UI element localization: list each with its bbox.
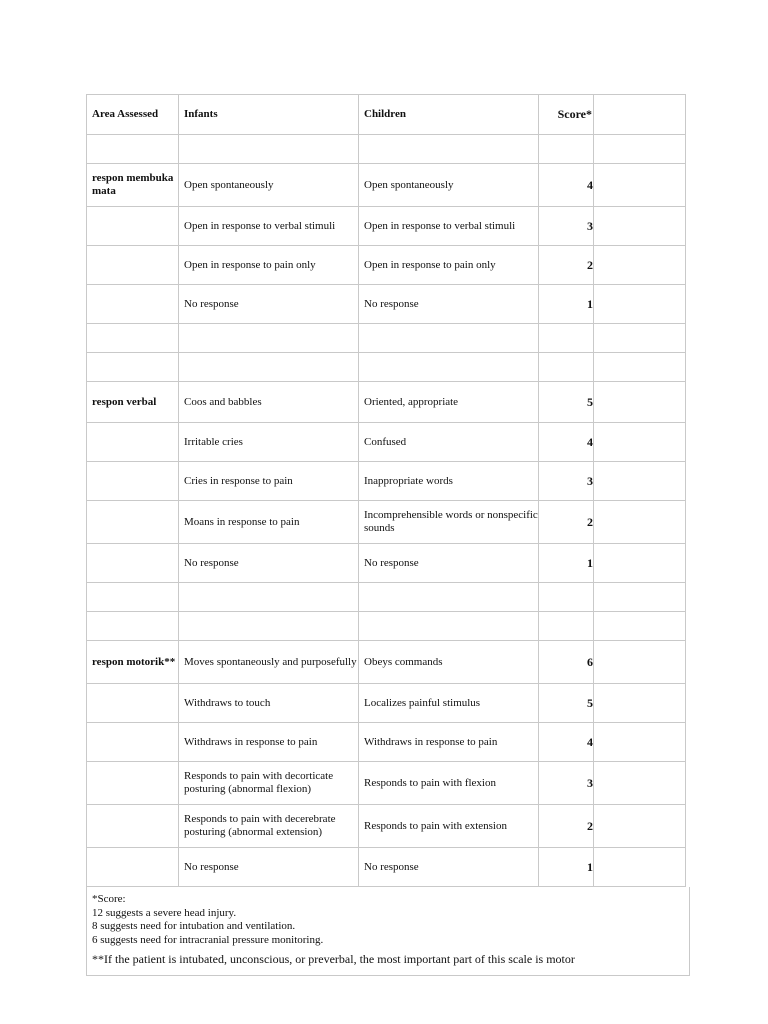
score-cell: 6: [539, 641, 594, 684]
score-cell: 5: [539, 382, 594, 423]
infants-cell: No response: [179, 544, 359, 583]
spacer-row: [87, 324, 686, 353]
table-row: [87, 848, 686, 887]
header-infants: Infants: [179, 95, 359, 135]
score-cell: 2: [539, 805, 594, 848]
score-cell: 4: [539, 164, 594, 207]
score-cell: 2: [539, 501, 594, 544]
infants-cell: Cries in response to pain: [179, 462, 359, 501]
score-cell: 3: [539, 462, 594, 501]
table-row: [87, 805, 686, 848]
score-cell: 1: [539, 848, 594, 887]
footnote-line-8: 8 suggests need for intubation and ventilation.: [92, 920, 296, 932]
table-row: [87, 501, 686, 544]
area-eye-opening: respon membuka mata: [87, 164, 179, 207]
children-cell: Withdraws in response to pain: [359, 723, 539, 762]
table-row: [87, 684, 686, 723]
empty-cell: [594, 95, 686, 135]
empty-cell: [594, 164, 686, 207]
footnote-motor-note: **If the patient is intubated, unconscious, or preverbal, the most important part of this scale is motor: [92, 952, 575, 966]
area-motor: respon motorik**: [87, 641, 179, 684]
score-cell: 1: [539, 285, 594, 324]
table-header-row: [87, 95, 686, 135]
score-cell: 5: [539, 684, 594, 723]
children-cell: Open in response to verbal stimuli: [359, 207, 539, 246]
score-cell: 4: [539, 723, 594, 762]
spacer-row: [87, 612, 686, 641]
table-row: [87, 207, 686, 246]
infants-cell: Withdraws in response to pain: [179, 723, 359, 762]
children-cell: Responds to pain with extension: [359, 805, 539, 848]
footnote: [86, 887, 690, 976]
infants-cell: No response: [179, 285, 359, 324]
infants-cell: Withdraws to touch: [179, 684, 359, 723]
children-cell: No response: [359, 544, 539, 583]
header-area-assessed: Area Assessed: [87, 95, 179, 135]
spacer-row: [87, 583, 686, 612]
infants-cell: Coos and babbles: [179, 382, 359, 423]
infants-cell: Moves spontaneously and purposefully: [179, 641, 359, 684]
infants-cell: Moans in response to pain: [179, 501, 359, 544]
children-cell: No response: [359, 285, 539, 324]
area-verbal: respon verbal: [87, 382, 179, 423]
table-row: [87, 246, 686, 285]
table-row: [87, 462, 686, 501]
infants-cell: Responds to pain with decerebrate posturing (abnormal extension): [179, 805, 359, 848]
children-cell: Responds to pain with flexion: [359, 762, 539, 805]
infants-cell: Open spontaneously: [179, 164, 359, 207]
footnote-score-title: *Score:: [92, 893, 126, 905]
infants-cell: Responds to pain with decorticate posturing (abnormal flexion): [179, 762, 359, 805]
table-row: [87, 285, 686, 324]
table-row: [87, 762, 686, 805]
table-row: [87, 164, 686, 207]
header-score: Score*: [539, 95, 594, 135]
table-row: [87, 544, 686, 583]
children-cell: Incomprehensible words or nonspecific sounds: [359, 501, 539, 544]
score-cell: 3: [539, 762, 594, 805]
footnote-line-6: 6 suggests need for intracranial pressure monitoring.: [92, 933, 324, 946]
children-cell: No response: [359, 848, 539, 887]
children-cell: Obeys commands: [359, 641, 539, 684]
header-children: Children: [359, 95, 539, 135]
children-cell: Open spontaneously: [359, 164, 539, 207]
table-row: [87, 723, 686, 762]
children-cell: Oriented, appropriate: [359, 382, 539, 423]
table-row: [87, 423, 686, 462]
score-cell: 3: [539, 207, 594, 246]
table-row: [87, 641, 686, 684]
infants-cell: No response: [179, 848, 359, 887]
coma-scale-table: [86, 94, 686, 887]
children-cell: Open in response to pain only: [359, 246, 539, 285]
footnote-line-12: 12 suggests a severe head injury.: [92, 906, 237, 919]
infants-cell: Irritable cries: [179, 423, 359, 462]
children-cell: Inappropriate words: [359, 462, 539, 501]
table-row: [87, 382, 686, 423]
children-cell: Confused: [359, 423, 539, 462]
score-cell: 2: [539, 246, 594, 285]
spacer-row: [87, 135, 686, 164]
children-cell: Localizes painful stimulus: [359, 684, 539, 723]
document-sheet: [86, 94, 685, 976]
spacer-row: [87, 353, 686, 382]
score-cell: 4: [539, 423, 594, 462]
infants-cell: Open in response to pain only: [179, 246, 359, 285]
infants-cell: Open in response to verbal stimuli: [179, 207, 359, 246]
score-cell: 1: [539, 544, 594, 583]
